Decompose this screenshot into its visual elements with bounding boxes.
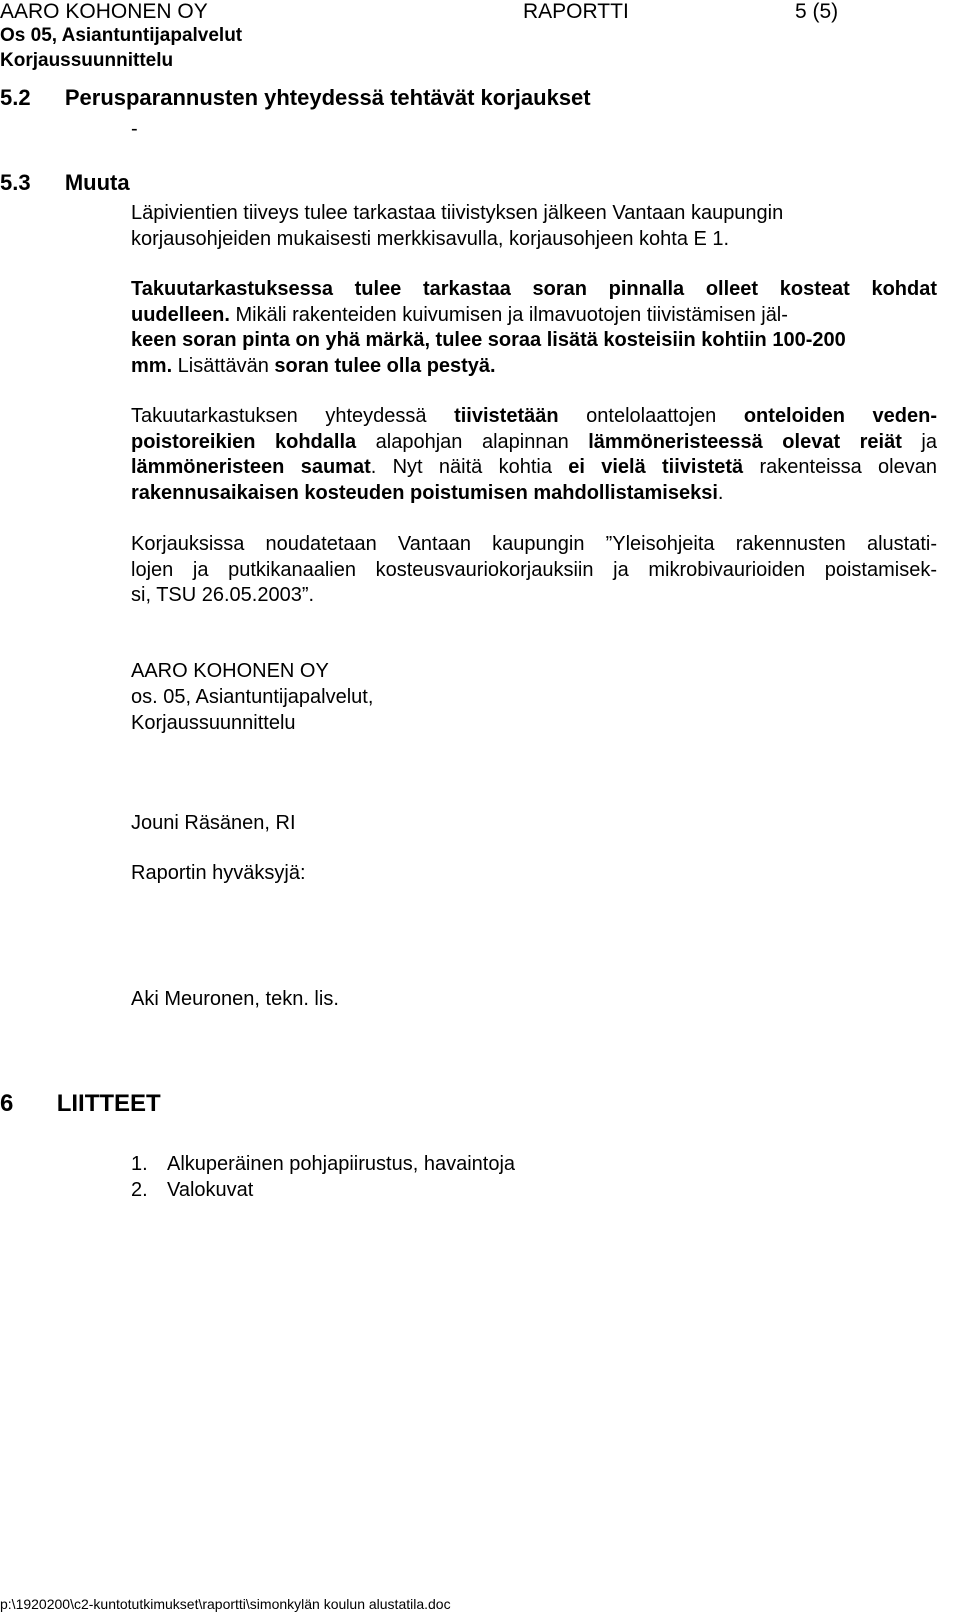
section-5-2-number: 5.2: [0, 85, 31, 110]
list-item: 1. Alkuperäinen pohjapiirustus, havaintoja: [131, 1153, 516, 1175]
section-6-title: LIITTEET: [56, 1090, 161, 1117]
approver-label: Raportin hyväksyjä:: [131, 862, 306, 884]
section-5-3-heading: [0, 170, 130, 196]
paragraph-line: poistoreikien kohdalla alapohjan alapinnan lämmöneristeessä olevat reiät ja: [131, 430, 937, 453]
paragraph-line: si, TSU 26.05.2003”.: [131, 584, 315, 606]
header-unit: Korjaussuunnittelu: [0, 50, 174, 71]
paragraph-line: Takuutarkastuksessa tulee tarkastaa soran pinnalla olleet kosteat kohdat: [131, 278, 937, 300]
paragraph-leak-check: [131, 201, 937, 252]
signature-department: os. 05, Asiantuntijapalvelut,: [131, 686, 374, 708]
section-5-2-title: Perusparannusten yhteydessä tehtävät korjaukset: [64, 85, 591, 110]
header-company: AARO KOHONEN OY: [0, 0, 208, 23]
signature-unit: Korjaussuunnittelu: [131, 712, 296, 734]
paragraph-warranty-inspection: [131, 277, 937, 379]
section-5-2-content: -: [131, 118, 138, 140]
header-page-number: 5 (5): [795, 0, 839, 23]
paragraph-line: Läpivientien tiiveys tulee tarkastaa tiivistyksen jälkeen Vantaan kaupungin: [131, 202, 784, 224]
paragraph-line: keen soran pinta on yhä märkä, tulee soraa lisätä kosteisiin kohtiin 100-200: [131, 329, 846, 351]
list-item: 2. Valokuvat: [131, 1179, 254, 1201]
section-5-2-heading: [0, 85, 591, 111]
section-6-heading: [0, 1090, 161, 1118]
attachments-list: [131, 1151, 515, 1203]
section-5-3-number: 5.3: [0, 170, 31, 195]
paragraph-line: mm. Lisättävän soran tulee olla pestyä.: [131, 354, 496, 377]
paragraph-line: korjausohjeiden mukaisesti merkkisavulla, korjausohjeen kohta E 1.: [131, 227, 730, 250]
signature-author: Jouni Räsänen, RI: [131, 812, 296, 834]
paragraph-line: Takuutarkastuksen yhteydessä tiivistetään ontelolaattojen onteloiden veden-: [131, 405, 937, 427]
paragraph-guidelines: [131, 532, 937, 609]
paragraph-line: Korjauksissa noudatetaan Vantaan kaupungin ”Yleisohjeita rakennusten alustati-: [131, 533, 937, 555]
section-6-number: 6: [0, 1090, 14, 1117]
paragraph-line: lämmöneristeen saumat. Nyt näitä kohtia ei vielä tiivistetä rakenteissa olevan: [131, 456, 937, 478]
section-5-3-title: Muuta: [64, 170, 130, 195]
header-department: Os 05, Asiantuntijapalvelut: [0, 25, 243, 46]
signature-block: [131, 658, 373, 736]
signature-company: AARO KOHONEN OY: [131, 660, 329, 682]
paragraph-line: rakennusaikaisen kosteuden poistumisen mahdollistamiseksi.: [131, 481, 724, 504]
paragraph-line: uudelleen. Mikäli rakenteiden kuivumisen ja ilmavuotojen tiivistämisen jäl-: [131, 303, 788, 326]
paragraph-line: lojen ja putkikanaalien kosteusvauriokorjauksiin ja mikrobivaurioiden poistamisek-: [131, 558, 937, 581]
paragraph-sealing: [131, 404, 937, 506]
footer-file-path: p:\1920200\c2-kuntotutkimukset\raportti\simonkylän koulun alustatila.doc: [0, 1596, 451, 1612]
approver-name: Aki Meuronen, tekn. lis.: [131, 988, 339, 1010]
header-doc-type: RAPORTTI: [523, 0, 629, 23]
